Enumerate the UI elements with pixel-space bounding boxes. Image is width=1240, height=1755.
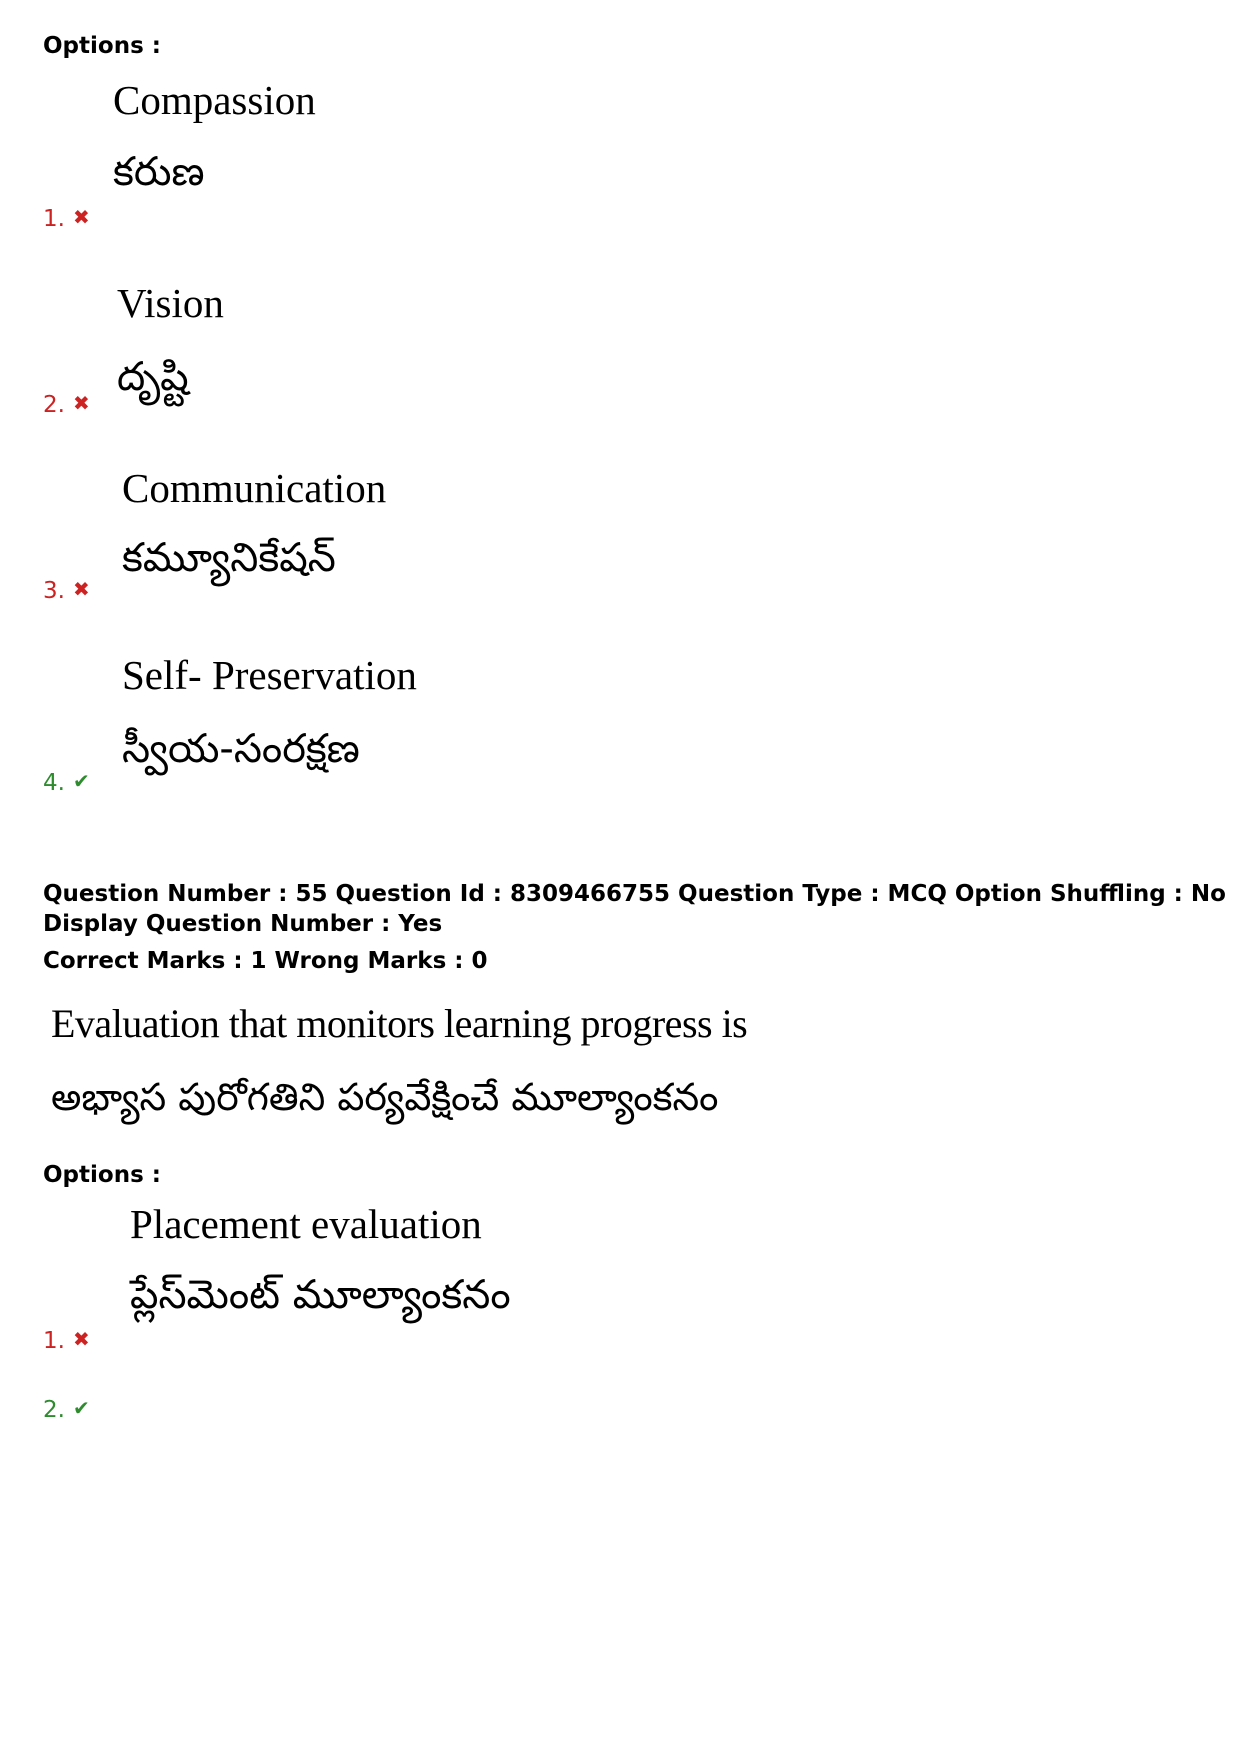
question-meta: Question Number : 55 Question Id : 8309466755 Question Type : MCQ Option Shuffling : No bbox=[43, 881, 1226, 907]
option-number: 1. ✖ bbox=[43, 202, 90, 234]
option-text-english: Vision bbox=[117, 280, 224, 326]
option-text-telugu: కమ్యూనికేషన్ bbox=[122, 535, 336, 581]
option-text-english: Placement evaluation bbox=[130, 1201, 482, 1247]
option-text-telugu: స్వీయ-సంరక్షణ bbox=[122, 726, 360, 772]
option-text-telugu: కరుణ bbox=[113, 149, 205, 195]
option-text-telugu: దృష్టి bbox=[117, 354, 189, 400]
option-number: 2. ✔ bbox=[43, 1393, 90, 1425]
check-mark-icon: ✔ bbox=[72, 769, 90, 793]
question-marks: Correct Marks : 1 Wrong Marks : 0 bbox=[43, 948, 488, 974]
cross-mark-icon: ✖ bbox=[72, 577, 90, 601]
option-text-telugu: ప్లేస్‌మెంట్ మూల్యాంకనం bbox=[130, 1272, 511, 1318]
option-number: 4. ✔ bbox=[43, 766, 90, 798]
options-heading: Options : bbox=[43, 1162, 161, 1188]
option-text-english: Compassion bbox=[113, 77, 316, 123]
question-display-number: Display Question Number : Yes bbox=[43, 911, 443, 937]
cross-mark-icon: ✖ bbox=[72, 1327, 90, 1351]
option-number: 1. ✖ bbox=[43, 1324, 90, 1356]
question-text-telugu: అభ్యాస పురోగతిని పర్యవేక్షించే మూల్యాంకనం bbox=[51, 1075, 719, 1119]
question-text-english: Evaluation that monitors learning progress is bbox=[51, 1001, 748, 1046]
option-number: 3. ✖ bbox=[43, 574, 90, 606]
option-number: 2. ✖ bbox=[43, 388, 90, 420]
cross-mark-icon: ✖ bbox=[72, 205, 90, 229]
options-heading: Options : bbox=[43, 33, 161, 59]
check-mark-icon: ✔ bbox=[72, 1396, 90, 1420]
option-text-english: Communication bbox=[122, 465, 387, 511]
option-text-english: Self- Preservation bbox=[122, 652, 417, 698]
cross-mark-icon: ✖ bbox=[72, 391, 90, 415]
